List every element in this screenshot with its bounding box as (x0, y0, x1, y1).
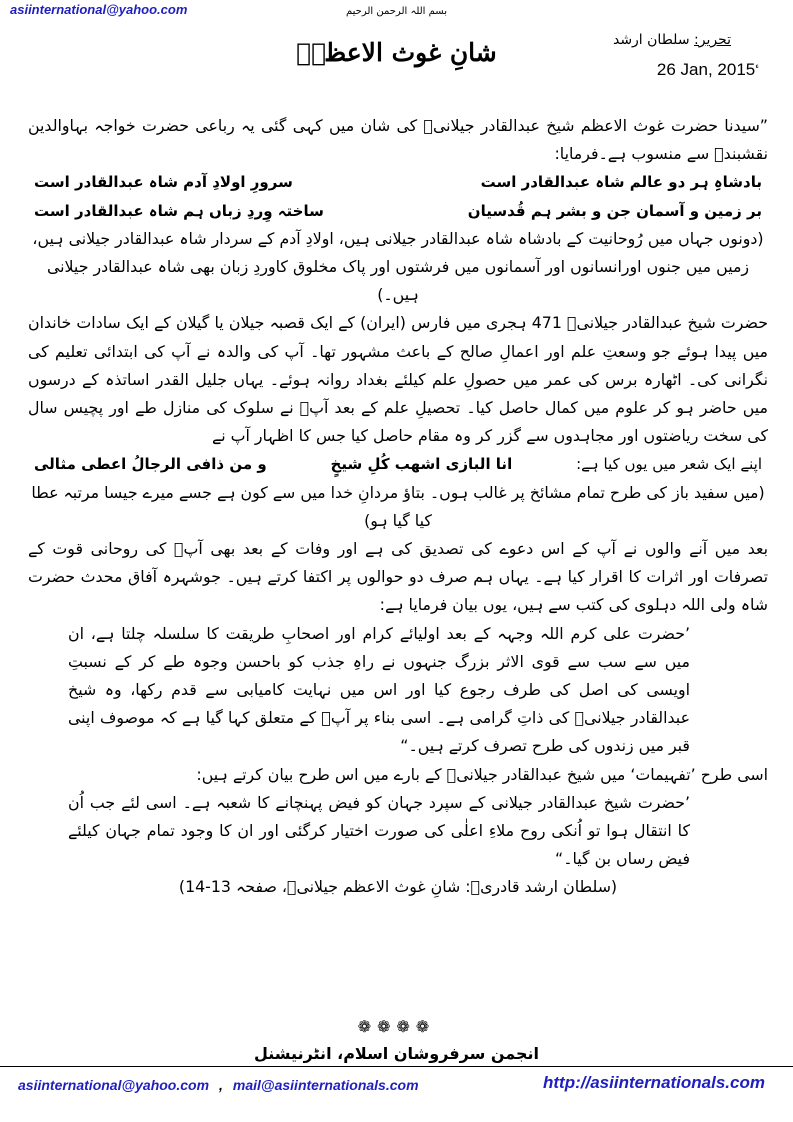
poem-line-3: بر زمین و آسمان جن و بشر ہم قُدسیان (467, 201, 762, 220)
citation: (سلطان ارشد قادریؒ: شانِ غوث الاعظم جیلانیؒ، صفحہ 13-14) (178, 877, 618, 897)
footer-email-1[interactable]: asiinternational@yahoo.com (18, 1077, 210, 1093)
poem-row-2 (28, 197, 768, 225)
date-text: 26 Jan, 2015 (656, 60, 756, 79)
verse-line-1: انا البازی اشھب کُلِ شیخٍ (330, 455, 513, 474)
header-email-link[interactable]: asiinternational@yahoo.com (10, 2, 188, 17)
article-body (28, 112, 768, 902)
footer-website-link[interactable]: http://asiinternationals.com (543, 1073, 765, 1092)
intro-2: اسی طرح ’تفہیمات‘ میں شیخ عبدالقادر جیلانیؒ کے بارے میں اس طرح بیان کرتے ہیں: (196, 764, 768, 784)
date-suffix: ء (755, 61, 759, 71)
poem-row-1 (28, 168, 768, 196)
translation-line-1: (دونوں جہاں میں رُوحانیت کے بادشاہ شاہ عبدالقادر جیلانی ہیں، اولادِ آدم کے سردار شاہ عبدالقادر جیلانی ہیں، (32, 228, 764, 248)
bismillah: بسم اللہ الرحمن الرحیم (345, 6, 447, 17)
footer-divider (0, 1066, 793, 1067)
translation-line-2: زمیں میں جنوں اورانسانوں اور آسمانوں میں فرشتوں اور پاک مخلوق کاوردِ زبان بھی شاہ عبدالقادر جیلانی ہیں۔) (46, 257, 750, 305)
paragraph-2: بعد میں آنے والوں نے آپ کے اس دعوے کی تصدیق کی ہے اور وفات کے بعد بھی آپؒ کی روحانی قوت کے تصرفات اور اثرات کا اقرار کیا ہے۔ یہاں ہم صرف دو حوالوں پر اکتفا کرتے ہیں۔ جوشہرہ آفاق محدث حضرت شاہ ولی اللہ دہلوی کی کتب سے ہیں، یوں بیان فرمایا ہے: (28, 539, 768, 615)
poem-line-2: سرورِ اولادِ آدم شاہ عبدالقادر است (34, 173, 293, 192)
footer-email-separator: , (219, 1077, 223, 1093)
footer-emails (18, 1077, 419, 1093)
footer-email-2[interactable]: mail@asiinternationals.com (232, 1077, 419, 1093)
verse-row (28, 450, 768, 478)
quote-2: ’حضرت شیخ عبدالقادر جیلانی کے سپرد جہان کو فیض پہنچانے کا شعبہ ہے۔ اسی لئے جب اُن کا انتقال ہوا تو اُنکی روح ملاءِ اعلٰی کی صورت اختیار کرگئی اور ان کا وجود تمام جہان کیلئے فیض رساں بن گیا۔“ (68, 792, 690, 869)
poem-line-1: بادشاہِ ہر دو عالم شاہ عبدالقادر است (480, 173, 762, 192)
page-title: شانِ غوث الاعظمؒ (296, 38, 497, 67)
ornament-divider: ❁❁❁❁ (357, 1017, 436, 1036)
verse-translation: (میں سفید باز کی طرح تمام مشائخ پر غالب ہوں۔ بتاؤ مردانِ خدا میں سے کون ہے جسے میرے جیسا مرتبہ عطا کیا گیا ہو) (31, 482, 765, 530)
paragraph-1: حضرت شیخ عبدالقادر جیلانیؒ 471 ہجری میں فارس (ایران) کے ایک قصبہ جیلان یا گیلان کے ایک سادات خاندان میں پیدا ہوئے جو وسعتِ علم اور اعمالِ صالح کے باعث مشہور تھا۔ آپ کی والدہ نے آپ کی ابتدائی تعلیم کی نگرانی کی۔ اٹھارہ برس کی عمر میں حصولِ علم کیلئے بغداد روانہ ہوئے۔ یہاں جلیل القدر اساتذہ کے درسوں میں حاضر ہو کر علوم میں کمال حاصل کیا۔ تحصیلِ علم کے بعد آپؒ نے سلوک کی منازل طے اور پچیس سال کی سخت ریاضتوں اور مجاہدوں سے گزر کر وہ مقام حاصل کیا جس کا اظہار آپ نے (28, 313, 768, 446)
verse-intro: اپنے ایک شعر میں یوں کیا ہے: (576, 455, 762, 474)
verse-line-2: و من ذافی الرجالُ اعطی مثالی (34, 455, 267, 474)
intro-text: ”سیدنا حضرت غوث الاعظم شیخ عبدالقادر جیلانیؒ کی شان میں کہی گئی یہ رباعی حضرت خواجہ بہاوالدین نقشبندؒ سے منسوب ہے۔فرمایا: (28, 116, 768, 164)
poem-line-4: ساختہ وِردِ زباں ہم شاہ عبدالقادر است (34, 201, 324, 220)
author-name: سلطان ارشد (612, 32, 690, 48)
author-label: تحریر: (694, 32, 731, 48)
organization-name: انجمن سرفروشان اسلام، انٹرنیشنل (253, 1044, 540, 1063)
quote-1: ’حضرت علی کرم اللہ وجہہ کے بعد اولیائے کرام اور اصحابِ طریقت کا سلسلہ چلتا ہے، ان میں سے سب سے قوی الاثر بزرگ جنہوں نے راہِ جذب کو باحسن وجوہ طے کر کے نسبتِ اویسی کی اصل کی طرف رجوع کیا اور اس میں نہایت کامیابی سے قدم رکھا، وہ شیخ عبدالقادر جیلانیؒ کی ذاتِ گرامی ہے۔ اسی بناء پر آپؒ کے متعلق کہا گیا ہے کہ موصوف اپنی قبر میں زندوں کی طرح تصرف کرتے ہیں۔“ (68, 623, 690, 756)
